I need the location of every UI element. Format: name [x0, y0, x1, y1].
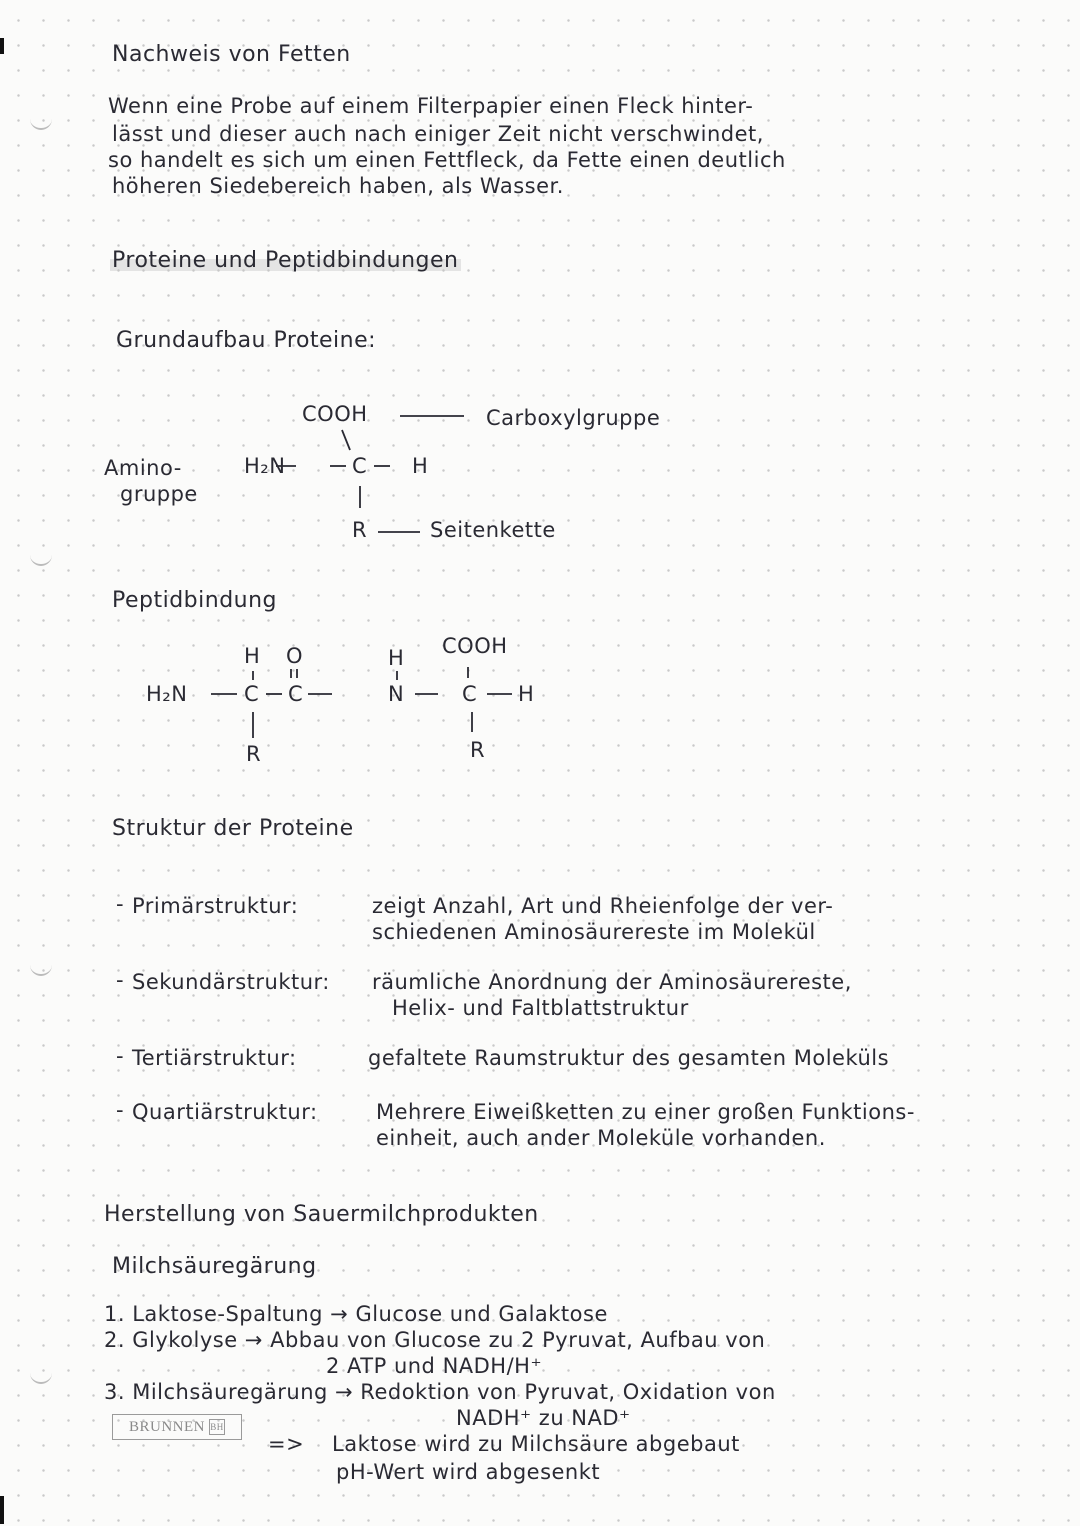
- peptide-r1: R: [246, 742, 262, 766]
- peptide-h2n: H₂N: [146, 682, 188, 706]
- conclusion-line: pH-Wert wird abgesenkt: [336, 1460, 601, 1484]
- peptide-c2: C: [288, 682, 304, 706]
- conclusion-arrow: =>: [268, 1432, 305, 1456]
- h2n-group: H₂N: [244, 454, 286, 478]
- struktur-bullet: -: [116, 892, 125, 916]
- struktur-text: gefaltete Raumstruktur des gesamten Moleküls: [368, 1046, 890, 1070]
- text-line: lässt und dieser auch nach einiger Zeit nicht verschwindet,: [112, 122, 764, 146]
- step-line: NADH⁺ zu NAD⁺: [456, 1406, 631, 1430]
- struktur-text: einheit, auch ander Moleküle vorhanden.: [376, 1126, 826, 1150]
- conclusion-line: Laktose wird zu Milchsäure abgebaut: [332, 1432, 740, 1456]
- hydrogen: H: [412, 454, 429, 478]
- peptide-r2: R: [470, 738, 486, 762]
- punch-hole: [30, 116, 52, 130]
- peptide-h1: H: [244, 644, 261, 668]
- struktur-text: zeigt Anzahl, Art und Rheienfolge der ver-: [372, 894, 834, 918]
- label-amino: Amino-: [104, 456, 182, 480]
- section-heading-fette: Nachweis von Fetten: [112, 42, 351, 67]
- peptide-c3: C: [462, 682, 478, 706]
- r-group: R: [352, 518, 368, 542]
- struktur-text: räumliche Anordnung der Aminosäurereste,: [372, 970, 852, 994]
- subheading-milchsaeuregaerung: Milchsäuregärung: [112, 1254, 317, 1279]
- struktur-text: Mehrere Eiweißketten zu einer großen Funktions-: [376, 1100, 915, 1124]
- label-gruppe: gruppe: [120, 482, 198, 506]
- text-line: Wenn eine Probe auf einem Filterpapier einen Fleck hinter-: [108, 94, 754, 118]
- section-heading-struktur: Struktur der Proteine: [112, 816, 354, 841]
- struktur-bullet: -: [116, 1044, 125, 1068]
- punch-hole: [30, 962, 52, 976]
- label-seitenkette: Seitenkette: [430, 518, 556, 542]
- struktur-text: Helix- und Faltblattstruktur: [392, 996, 689, 1020]
- text-line: höheren Siedebereich haben, als Wasser.: [112, 174, 564, 198]
- struktur-bullet: -: [116, 968, 125, 992]
- struktur-label-sekundaer: Sekundärstruktur:: [132, 970, 330, 994]
- peptide-c1: C: [244, 682, 260, 706]
- highlighted-heading: Proteine und Peptidbindungen: [112, 248, 459, 273]
- struktur-label-tertiaer: Tertiärstruktur:: [132, 1046, 297, 1070]
- page-edge-mark: [0, 38, 4, 54]
- brunnen-logo-text: BRUNNEN: [128, 1418, 205, 1435]
- punch-hole: [30, 1370, 52, 1384]
- section-heading-proteine: [110, 250, 461, 272]
- text-line: so handelt es sich um einen Fettfleck, da Fette einen deutlich: [108, 148, 786, 172]
- struktur-bullet: -: [116, 1098, 125, 1122]
- cooh-group: COOH: [302, 402, 368, 426]
- label-carboxylgruppe: Carboxylgruppe: [486, 406, 661, 430]
- brunnen-logo: [112, 1414, 242, 1440]
- peptide-n: N: [388, 682, 405, 706]
- struktur-label-primaer: Primärstruktur:: [132, 894, 299, 918]
- step-line: 2. Glykolyse → Abbau von Glucose zu 2 Pyruvat, Aufbau von: [104, 1328, 766, 1352]
- punch-hole: [30, 552, 52, 566]
- step-line: 2 ATP und NADH/H⁺: [326, 1354, 543, 1378]
- peptide-h2: H: [388, 646, 405, 670]
- brunnen-logo-mark: BH: [209, 1419, 225, 1435]
- step-line: 1. Laktose-Spaltung → Glucose und Galaktose: [104, 1302, 608, 1326]
- section-heading-sauermilch: Herstellung von Sauermilchprodukten: [104, 1202, 539, 1227]
- peptide-o: O: [286, 644, 304, 668]
- struktur-text: schiedenen Aminosäurereste im Molekül: [372, 920, 816, 944]
- alpha-carbon: C: [352, 454, 368, 478]
- struktur-label-quartiaer: Quartiärstruktur:: [132, 1100, 318, 1124]
- page-edge-mark: [0, 1496, 4, 1524]
- subheading-peptidbindung: Peptidbindung: [112, 588, 278, 613]
- step-line: 3. Milchsäuregärung → Redoktion von Pyruvat, Oxidation von: [104, 1380, 776, 1404]
- peptide-cooh: COOH: [442, 634, 508, 658]
- peptide-h3: H: [518, 682, 535, 706]
- subheading-grundaufbau: Grundaufbau Proteine:: [116, 328, 377, 353]
